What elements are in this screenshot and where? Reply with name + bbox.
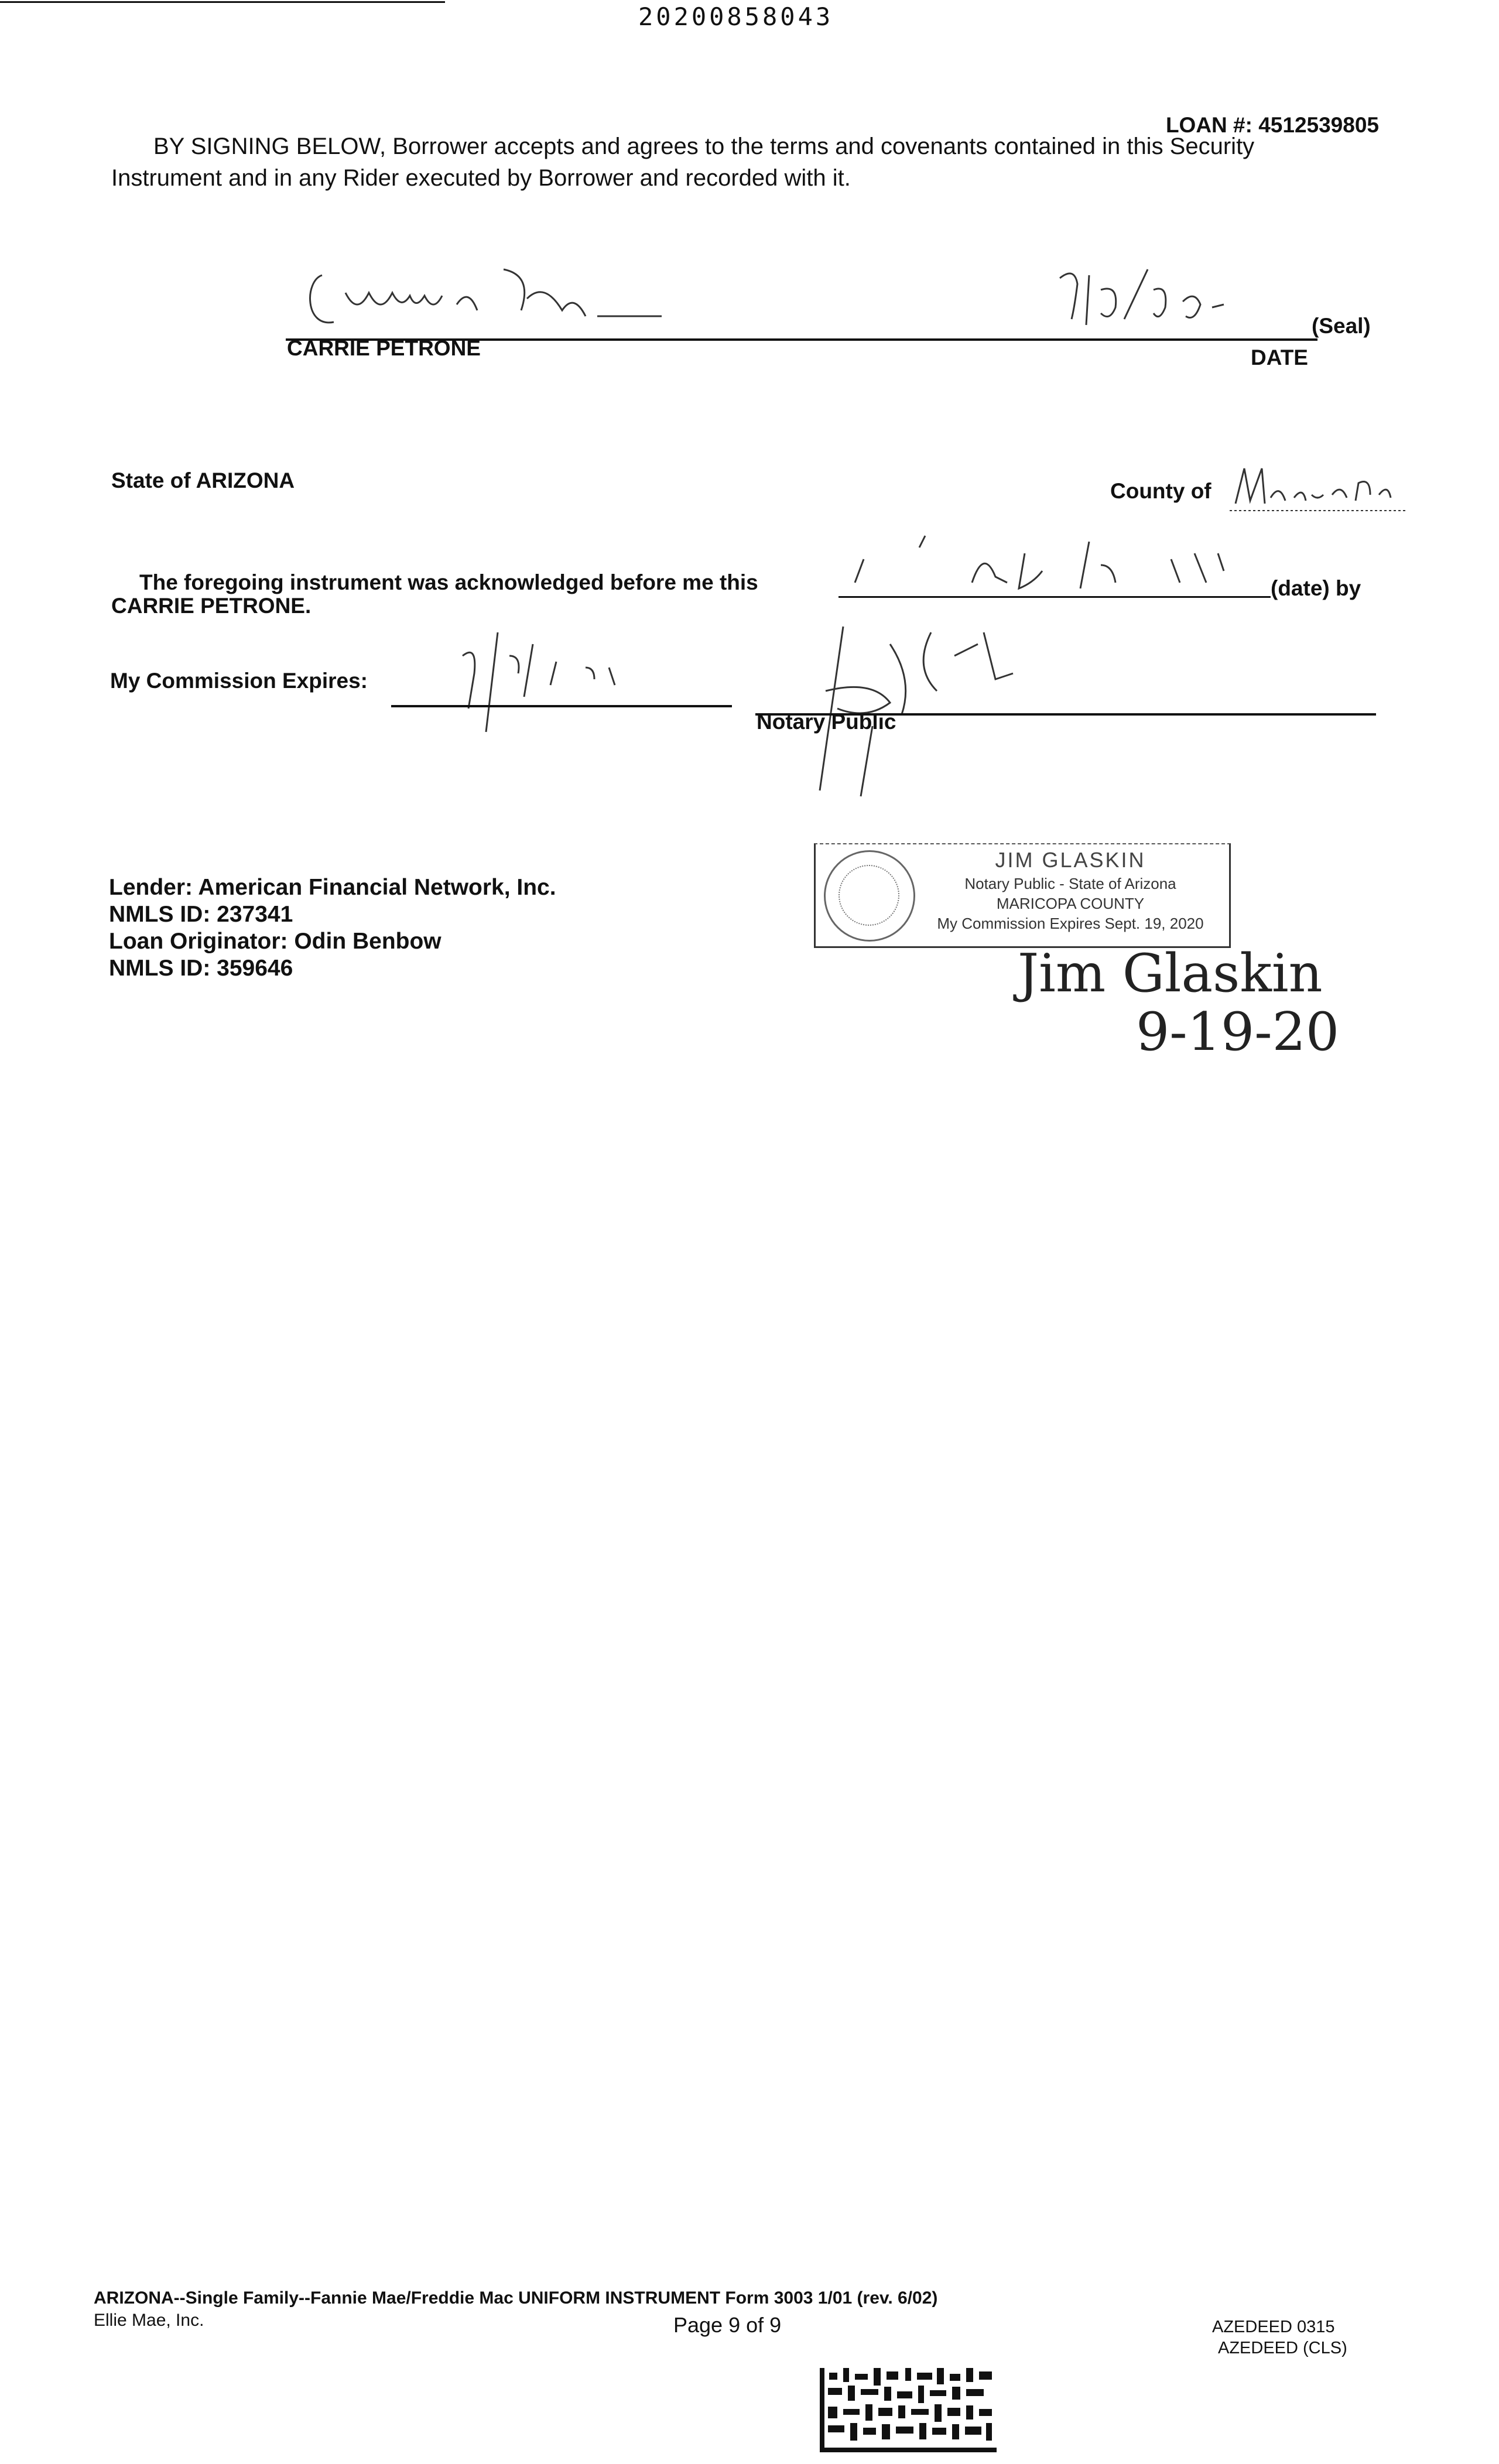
intro-line-1: BY SIGNING BELOW, Borrower accepts and agrees to the terms and covenants contained in this Security	[153, 134, 1255, 159]
county-handwriting	[1230, 463, 1411, 515]
state-label: State of ARIZONA	[111, 468, 295, 492]
loan-originator: Loan Originator: Odin Benbow	[109, 929, 442, 954]
barcode	[820, 2368, 997, 2452]
stamp-name: JIM GLASKIN	[995, 848, 1146, 872]
top-rule	[0, 1, 445, 3]
footer-code-1: AZEDEED 0315	[1212, 2318, 1335, 2336]
stamp-title: Notary Public - State of Arizona	[964, 875, 1176, 892]
loan-value: 4512539805	[1258, 113, 1379, 137]
originator-nmls: NMLS ID: 359646	[109, 956, 293, 981]
stamp-expires: My Commission Expires Sept. 19, 2020	[937, 915, 1204, 932]
handwritten-notary-date: 9-19-20	[1136, 1001, 1340, 1063]
stamp-county: MARICOPA COUNTY	[996, 895, 1145, 912]
footer-form: ARIZONA--Single Family--Fannie Mae/Freddie Mac UNIFORM INSTRUMENT Form 3003 1/01 (rev. 6/02)	[94, 2288, 938, 2308]
commission-date-handwriting	[445, 621, 638, 738]
borrower-signature	[281, 258, 668, 340]
borrower-date-handwriting	[1054, 266, 1247, 331]
footer-code-2: AZEDEED (CLS)	[1218, 2339, 1347, 2357]
notary-public-label: Notary Public	[757, 710, 896, 734]
record-number: 20200858043	[638, 2, 834, 31]
acknowledgement-name: CARRIE PETRONE.	[111, 594, 312, 618]
date-label: DATE	[1251, 345, 1308, 369]
commission-line	[391, 705, 732, 707]
loan-label: LOAN #:	[1165, 113, 1252, 137]
footer-vendor: Ellie Mae, Inc.	[94, 2311, 204, 2330]
lender-nmls: NMLS ID: 237341	[109, 902, 293, 927]
county-label: County of	[1110, 479, 1211, 503]
date-by-label: (date) by	[1271, 576, 1361, 600]
acknowledgement-date-line	[839, 596, 1271, 598]
notary-stamp	[814, 843, 1231, 948]
footer-page: Page 9 of 9	[673, 2313, 782, 2337]
acknowledgement-text: The foregoing instrument was acknowledged before me this	[139, 570, 758, 594]
notary-seal-emblem	[824, 850, 915, 942]
commission-label: My Commission Expires:	[110, 669, 368, 693]
seal-label: (Seal)	[1312, 314, 1371, 338]
intro-line-2: Instrument and in any Rider executed by Borrower and recorded with it.	[111, 165, 851, 191]
borrower-name: CARRIE PETRONE	[287, 336, 481, 360]
acknowledgement-date-handwriting	[843, 530, 1276, 600]
lender-name: Lender: American Financial Network, Inc.	[109, 875, 556, 900]
handwritten-notary-name: Jim Glaskin	[1018, 943, 1323, 1004]
